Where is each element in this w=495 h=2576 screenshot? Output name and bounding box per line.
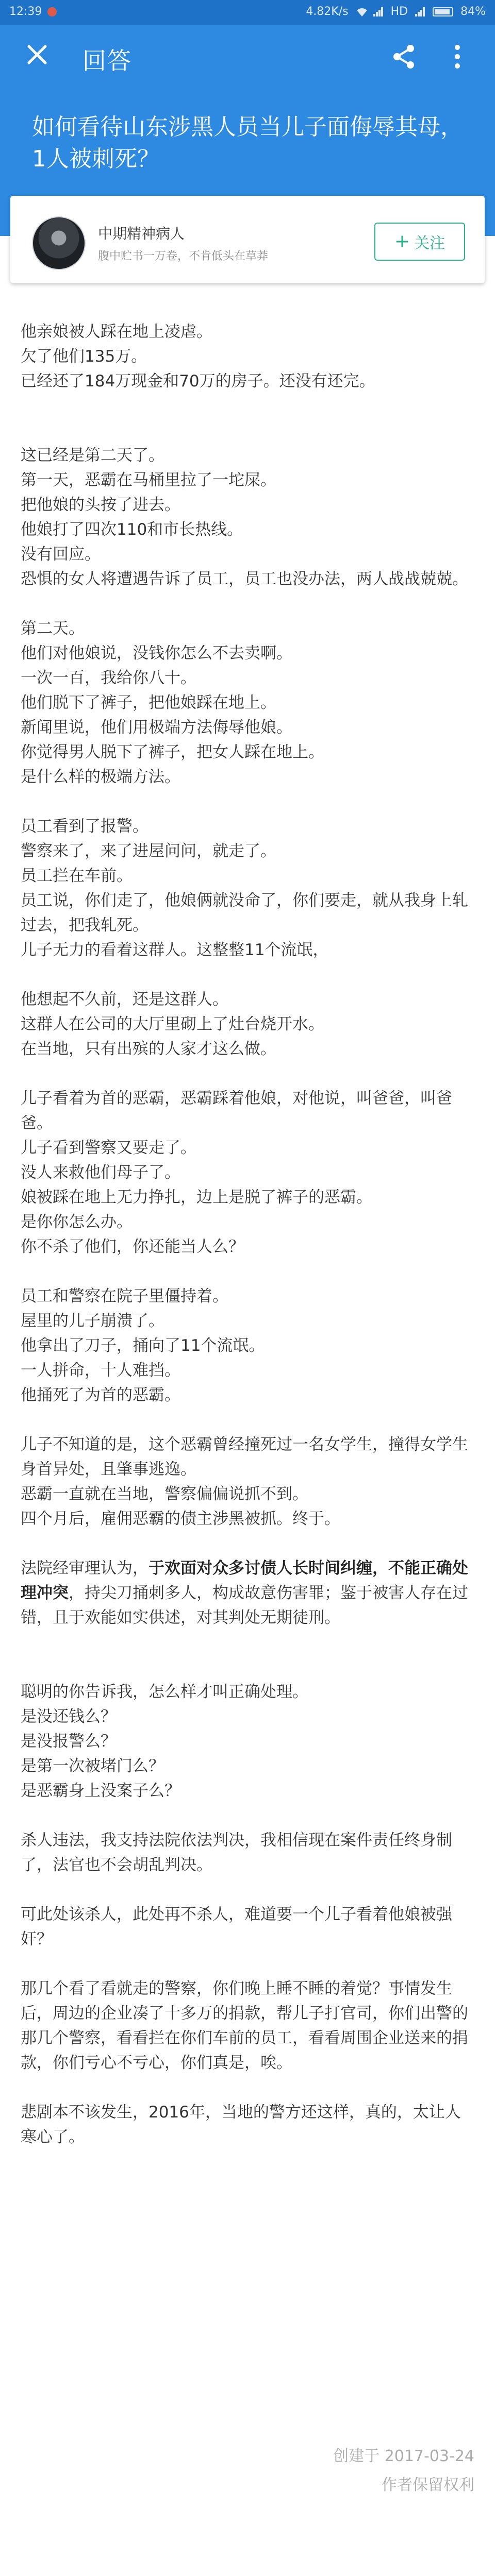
share-icon[interactable] [391, 43, 418, 70]
author-name[interactable]: 中期精神病人 [98, 225, 185, 242]
network-speed: 4.82K/s [306, 5, 349, 18]
text-line: 他捅死了为首的恶霸。 [21, 1386, 180, 1404]
signal-icon-2 [415, 7, 425, 16]
notification-icon [47, 7, 57, 16]
text-line: 儿子看着为首的恶霸，恶霸踩着他娘，对他说，叫爸爸，叫爸爸。 [21, 1089, 452, 1132]
verdict-prefix: 法院经审理认为， [21, 1559, 148, 1578]
verdict-bold: 于欢面对众多讨债人长时间纠缠，不能正确处理冲突 [21, 1559, 468, 1602]
text-line: 是你你怎么办。 [21, 1213, 133, 1231]
paragraph [21, 1284, 474, 1408]
paragraph [21, 1432, 474, 1531]
battery-icon [433, 7, 453, 16]
more-icon[interactable] [450, 42, 465, 71]
paragraph [21, 1680, 474, 1803]
text-line: 儿子无力的看着这群人。这整整11个流氓， [21, 941, 329, 959]
author-bio: 腹中贮书一万卷，不肯低头在草莽 [98, 250, 269, 263]
text-line: 他们对他娘说，没钱你怎么不去卖啊。 [21, 644, 292, 663]
text-line: 悲剧本不该发生，2016年，当地的警方还这样，真的，太让人寒心了。 [21, 2103, 461, 2146]
paragraph [21, 616, 474, 789]
text-line: 屋里的儿子崩溃了。 [21, 1312, 164, 1330]
text-line: 他拿出了刀子，捅向了11个流氓。 [21, 1336, 265, 1355]
text-line: 员工拦在车前。 [21, 867, 133, 885]
network-type: HD [390, 5, 408, 18]
verdict-paragraph [21, 1556, 474, 1630]
text-line: 把他娘的头按了进去。 [21, 496, 180, 514]
text-line: 儿子看到警察又要走了。 [21, 1139, 196, 1157]
close-icon[interactable] [23, 40, 52, 69]
paragraph [21, 1828, 474, 1877]
avatar[interactable] [32, 216, 86, 270]
text-line: 这群人在公司的大厅里砌上了灶台烧开水。 [21, 1015, 324, 1033]
text-line: 在当地，只有出殡的人家才这么做。 [21, 1040, 276, 1058]
verdict-suffix: ，持尖刀捅刺多人，构成故意伤害罪；鉴于被害人存在过错，且于欢能如实供述，对其判处无期徒刑。 [21, 1584, 468, 1627]
text-line: 聪明的你告诉我，怎么样才叫正确处理。 [21, 1683, 308, 1701]
text-line: 他娘打了四次110和市长热线。 [21, 520, 243, 539]
text-line: 欠了他们135万。 [21, 347, 147, 366]
text-line: 是恶霸身上没案子么？ [21, 1782, 180, 1800]
text-line: 你不杀了他们，你还能当人么？ [21, 1238, 244, 1256]
status-time: 12:39 [9, 5, 42, 18]
text-line: 第一天，恶霸在马桶里拉了一坨屎。 [21, 471, 276, 489]
text-line: 是什么样的极端方法。 [21, 768, 180, 786]
text-line: 那几个看了看就走的警察，你们晚上睡不睡的着觉？事情发生后，周边的企业凑了十多万的捐款，帮儿子打官司，你们出警的那几个警察，看看拦在你们车前的员工，看看周围企业送来的捐款，你们亏心不亏心，你们真是，唉。 [21, 1979, 468, 2072]
text-line: 你觉得男人脱下了裤子，把女人踩在地上。 [21, 743, 324, 761]
battery-level: 84% [460, 5, 486, 18]
paragraph [21, 1086, 474, 1259]
paragraph [21, 814, 474, 962]
follow-label: 关注 [414, 234, 446, 252]
paragraph [21, 319, 474, 394]
rights-notice: 作者保留权利 [382, 2476, 474, 2494]
text-line: 可此处该杀人，此处再不杀人，难道要一个儿子看着他娘被强奸？ [21, 1905, 452, 1948]
text-line: 恐惧的女人将遭遇告诉了员工，员工也没办法，两人战战兢兢。 [21, 570, 468, 588]
text-line: 没有回应。 [21, 545, 101, 564]
text-line: 一次一百，我给你八十。 [21, 669, 196, 687]
text-line: 恶霸一直就在当地，警察偏偏说抓不到。 [21, 1485, 308, 1503]
text-line: 警察来了，来了进屋问问，就走了。 [21, 842, 276, 860]
text-line: 是没报警么？ [21, 1732, 117, 1751]
follow-button[interactable] [374, 223, 465, 261]
text-line: 四个月后，雇佣恶霸的债主涉黑被抓。终于。 [21, 1510, 340, 1528]
paragraph [21, 1976, 474, 2075]
text-line: 他亲娘被人踩在地上凌虐。 [21, 323, 212, 341]
wifi-icon [356, 7, 366, 16]
author-card [10, 196, 485, 283]
signal-icon [373, 7, 384, 16]
paragraph [21, 1902, 474, 1952]
page-title: 回答 [82, 47, 132, 75]
text-line: 这已经是第二天了。 [21, 446, 164, 465]
text-line: 是没还钱么？ [21, 1707, 117, 1726]
paragraph [21, 443, 474, 591]
text-line: 是第一次被堵门么？ [21, 1757, 164, 1775]
text-line: 员工看到了报警。 [21, 817, 148, 836]
text-line: 新闻里说，他们用极端方法侮辱他娘。 [21, 718, 292, 737]
answer-meta [333, 2442, 474, 2500]
answer-content [21, 319, 474, 2174]
question-title[interactable]: 如何看待山东涉黑人员当儿子面侮辱其母，1人被刺死？ [32, 114, 463, 172]
text-line: 已经还了184万现金和70万的房子。还没有还完。 [21, 372, 375, 391]
status-right [306, 5, 486, 18]
text-line: 娘被踩在地上无力挣扎，边上是脱了裤子的恶霸。 [21, 1188, 372, 1207]
text-line: 他们脱下了裤子，把他娘踩在地上。 [21, 693, 276, 712]
status-bar [0, 0, 495, 25]
paragraph [21, 2100, 474, 2149]
text-line: 没人来救他们母子了。 [21, 1163, 180, 1182]
paragraph [21, 987, 474, 1061]
plus-icon: + [394, 231, 410, 252]
text-line: 第二天。 [21, 619, 85, 638]
text-line: 儿子不知道的是，这个恶霸曾经撞死过一名女学生，撞得女学生身首异处，且肇事逃逸。 [21, 1435, 468, 1479]
created-date: 创建于 2017-03-24 [333, 2447, 474, 2465]
text-line: 一人拼命，十人难挡。 [21, 1361, 180, 1380]
text-line: 杀人违法，我支持法院依法判决，我相信现在案件责任终身制了，法官也不会胡乱判决。 [21, 1831, 452, 1874]
text-line: 他想起不久前，还是这群人。 [21, 990, 228, 1009]
text-line: 员工说，你们走了，他娘俩就没命了，你们要走，就从我身上轧过去，把我轧死。 [21, 891, 468, 935]
text-line: 员工和警察在院子里僵持着。 [21, 1287, 228, 1306]
